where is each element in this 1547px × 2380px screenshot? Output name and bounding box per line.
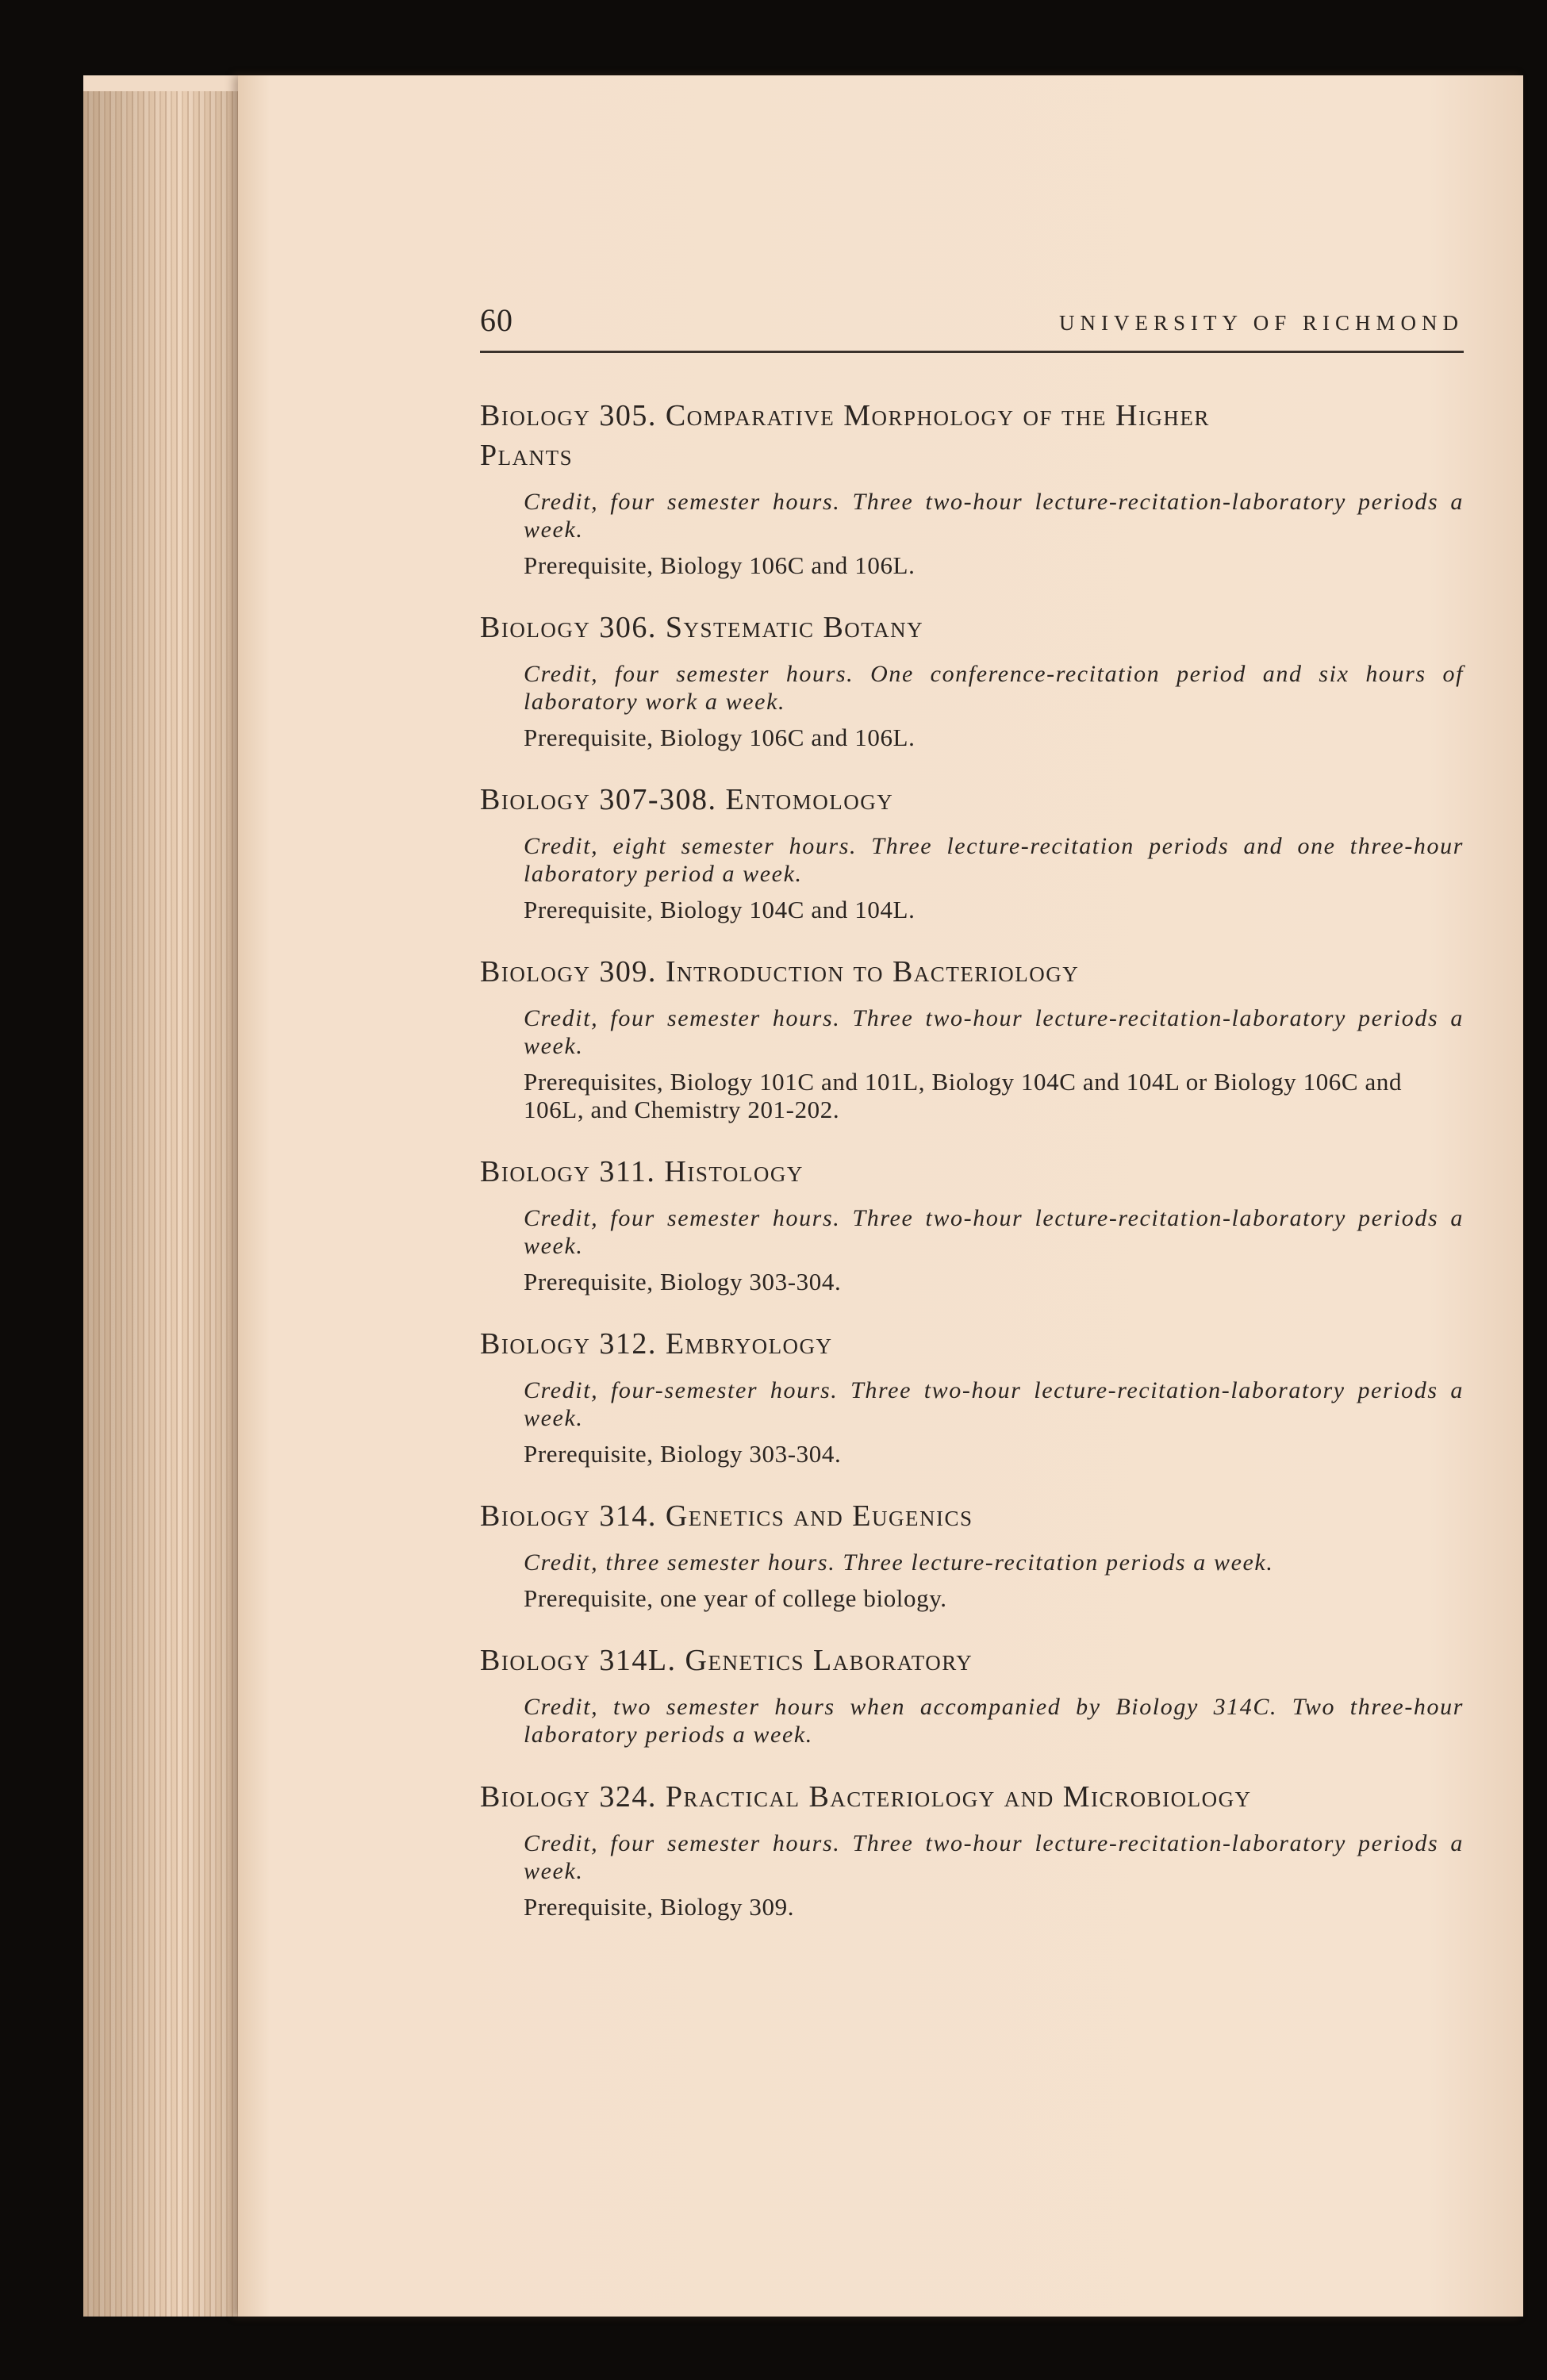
course-credit: Credit, three semester hours. Three lecture-recitation periods a week.: [524, 1549, 1274, 1576]
course-credit: Credit, four semester hours. Three two-hour lecture-recitation-laboratory periods a week.: [524, 489, 1464, 543]
course-entry: [480, 1777, 1464, 1921]
course-credit: Credit, two semester hours when accompanied by Biology 314C. Two three-hour laboratory periods a week.: [524, 1694, 1464, 1748]
page-edges-shadow: [83, 91, 246, 2317]
course-title: Biology 312. Embryology: [480, 1327, 833, 1361]
course-prerequisite: Prerequisites, Biology 101C and 101L, Biology 104C and 104L or Biology 106C and 106L, and Chemistry 201-202.: [524, 1068, 1403, 1123]
course-entry: [480, 1152, 1464, 1296]
course-credit: Credit, eight semester hours. Three lecture-recitation periods and one three-hour laboratory period a week.: [524, 833, 1464, 887]
course-entry: [480, 608, 1464, 751]
course-title: [480, 396, 1464, 475]
course-entry: [480, 396, 1464, 579]
course-entry: [480, 780, 1464, 923]
course-credit: Credit, four-semester hours. Three two-hour lecture-recitation-laboratory periods a week.: [524, 1377, 1464, 1431]
course-credit: Credit, four semester hours. One conference-recitation period and six hours of laboratory work a week.: [524, 661, 1464, 715]
running-head: [480, 301, 1464, 353]
course-title: Biology 309. Introduction to Bacteriology: [480, 955, 1080, 988]
course-credit: Credit, four semester hours. Three two-hour lecture-recitation-laboratory periods a week.: [524, 1830, 1464, 1884]
course-prerequisite: Prerequisite, Biology 303-304.: [524, 1268, 842, 1296]
course-title: Biology 314L. Genetics Laboratory: [480, 1644, 973, 1677]
course-prerequisite: Prerequisite, Biology 104C and 104L.: [524, 896, 916, 923]
running-title: UNIVERSITY OF RICHMOND: [1058, 311, 1464, 335]
course-title: Biology 307-308. Entomology: [480, 783, 894, 816]
course-entry: [480, 1641, 1464, 1749]
course-entry: [480, 952, 1464, 1123]
course-prerequisite: Prerequisite, Biology 106C and 106L.: [524, 551, 916, 579]
course-prerequisite: Prerequisite, one year of college biology.: [524, 1584, 947, 1612]
course-title-line: Biology 305. Comparative Morphology of the Higher: [480, 399, 1210, 432]
course-entry: [480, 1496, 1464, 1612]
course-title: Biology 306. Systematic Botany: [480, 611, 924, 644]
course-credit: Credit, four semester hours. Three two-hour lecture-recitation-laboratory periods a week.: [524, 1205, 1464, 1259]
page-content: [480, 301, 1464, 1921]
course-title: Biology 311. Histology: [480, 1155, 804, 1188]
page-number: 60: [480, 302, 513, 338]
course-title: Biology 324. Practical Bacteriology and Microbiology: [480, 1780, 1252, 1814]
course-prerequisite: Prerequisite, Biology 106C and 106L.: [524, 724, 916, 751]
course-prerequisite: Prerequisite, Biology 303-304.: [524, 1440, 842, 1468]
course-prerequisite: Prerequisite, Biology 309.: [524, 1893, 795, 1921]
course-title: Biology 314. Genetics and Eugenics: [480, 1499, 973, 1533]
course-credit: Credit, four semester hours. Three two-hour lecture-recitation-laboratory periods a week.: [524, 1005, 1464, 1059]
course-entry: [480, 1324, 1464, 1468]
course-title-continuation: Plants: [480, 439, 574, 472]
